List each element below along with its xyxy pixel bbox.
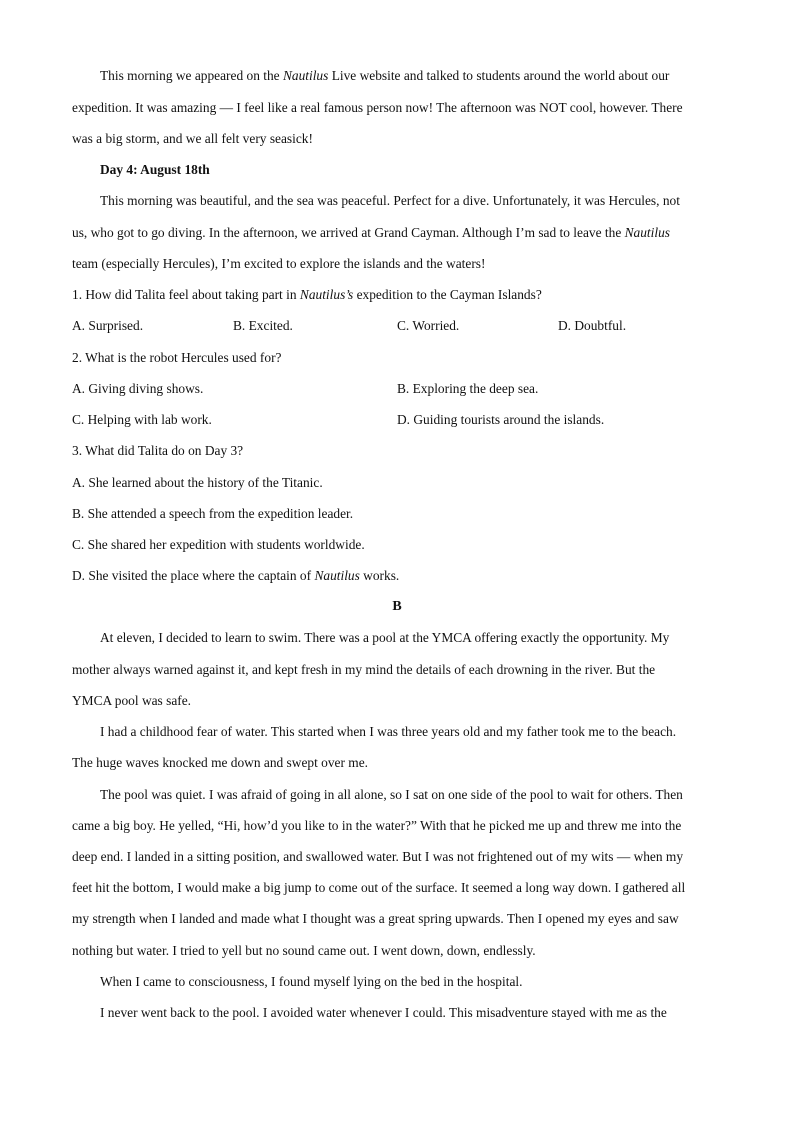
q3-option-d [72,568,399,584]
paragraph-line: team (especially Hercules), I’m excited to explore the islands and the waters! [72,256,486,271]
paragraph-line: deep end. I landed in a sitting position, and swallowed water. But I was not frightened out of my wits — when my [72,849,684,864]
paragraph-line: YMCA pool was safe. [72,693,192,708]
text-run: expedition to the Cayman Islands? [353,287,542,302]
paragraph-line: At eleven, I decided to learn to swim. There was a pool at the YMCA offering exactly the opportunity. My [100,630,670,645]
q3-option-a: A. She learned about the history of the Titanic. [72,475,323,490]
text-run: D. She visited the place where the captain of [72,568,315,583]
text-run: works. [359,568,400,583]
italic-run: Nautilus [314,568,360,583]
text-run: us, who got to go diving. In the afternoon, we arrived at Grand Cayman. Although I’m sad to leave the [72,225,625,240]
paragraph-line: This morning was beautiful, and the sea was peaceful. Perfect for a dive. Unfortunately, it was Hercules, not [100,193,680,208]
q1-option-b: B. Excited. [233,318,293,333]
paragraph-line: expedition. It was amazing — I feel like a real famous person now! The afternoon was NOT cool, however. There [72,100,683,115]
q2-option-c: C. Helping with lab work. [72,412,212,427]
paragraph-line: my strength when I landed and made what I thought was a great spring upwards. Then I opened my eyes and saw [72,911,679,926]
italic-run: Nautilus’s [299,287,354,302]
question-2: 2. What is the robot Hercules used for? [72,350,282,365]
text-run: This morning we appeared on the [100,68,283,83]
paragraph-line: mother always warned against it, and kept fresh in my mind the details of each drowning in the river. But the [72,662,656,677]
italic-run: Nautilus [282,68,329,83]
text-run: Live website and talked to students around the world about our [328,68,670,83]
question-3: 3. What did Talita do on Day 3? [72,443,244,458]
paragraph-line [72,225,670,241]
paragraph-line: I never went back to the pool. I avoided water whenever I could. This misadventure stayed with me as the [100,1005,667,1020]
day4-heading: Day 4: August 18th [100,162,210,177]
q1-option-a: A. Surprised. [72,318,144,333]
question-1 [72,287,542,303]
paragraph-line: feet hit the bottom, I would make a big jump to come out of the surface. It seemed a long way down. I gathered all [72,880,686,895]
paragraph-line: The huge waves knocked me down and swept over me. [72,755,368,770]
paragraph-line: was a big storm, and we all felt very seasick! [72,131,313,146]
q3-option-c: C. She shared her expedition with students worldwide. [72,537,365,552]
q2-option-b: B. Exploring the deep sea. [397,381,539,396]
q2-option-a: A. Giving diving shows. [72,381,204,396]
q3-option-b: B. She attended a speech from the expedition leader. [72,506,354,521]
paragraph-line: nothing but water. I tried to yell but no sound came out. I went down, down, endlessly. [72,943,536,958]
q2-option-d: D. Guiding tourists around the islands. [397,412,605,427]
section-b-heading: B [392,599,402,614]
paragraph-line [100,68,669,84]
paragraph-line: When I came to consciousness, I found myself lying on the bed in the hospital. [100,974,523,989]
paragraph-line: came a big boy. He yelled, “Hi, how’d you like to in the water?” With that he picked me up and threw me into the [72,818,682,833]
q1-option-d: D. Doubtful. [558,318,627,333]
q1-option-c: C. Worried. [397,318,460,333]
paragraph-line: I had a childhood fear of water. This started when I was three years old and my father took me to the beach. [100,724,677,739]
paragraph-line: The pool was quiet. I was afraid of going in all alone, so I sat on one side of the pool to wait for others. Then [100,787,683,802]
text-run: 1. How did Talita feel about taking part in [72,287,300,302]
italic-run: Nautilus [624,225,670,240]
